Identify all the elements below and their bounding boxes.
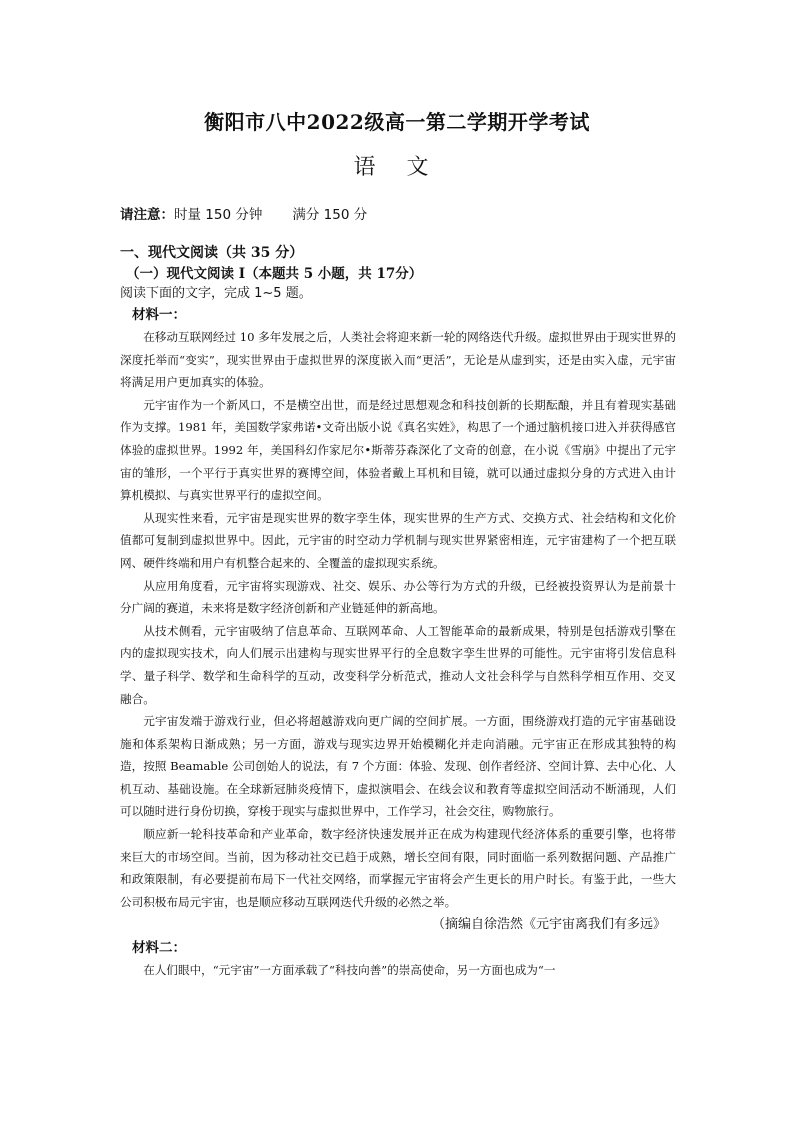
paragraph: 在人们眼中，“元宇宙”一方面承载了“科技向善”的崇高使命，另一方面也成为“一 xyxy=(143,963,556,978)
exam-notice xyxy=(120,203,367,223)
exam-subject: 语 文 xyxy=(353,155,441,180)
paragraph: 从技术侧看，元宇宙吸纳了信息革命、互联网革命、人工智能革命的最新成果，特别是包括游戏引擎在内的虚拟现实技术，向人们展示出建构与现实世界平行的全息数字孪生世界的可能性。元宇宙将引发信息科学、量子科学、数学和生命科学的互动，改变科学分析范式，推动人文社会科学与自然科学相互作用、交叉融合。 xyxy=(120,623,676,706)
paragraph: 在移动互联网经过 10 多年发展之后，人类社会将迎来新一轮的网络迭代升级。虚拟世界由于现实世界的深度托举而“变实”，现实世界由于虚拟世界的深度嵌入而“更活”，无论是从虚到实，还是由实入虚，元宇宙将满足用户更加真实的体验。 xyxy=(120,330,676,390)
paragraph: 元宇宙作为一个新风口，不是横空出世，而是经过思想观念和科技创新的长期酝酿，并且有着现实基础作为支撑。1981 年，美国数学家弗诺•文奇出版小说《真名实姓》，构思了一个通过脑机接口进入并获得感官体验的虚拟世界。1992 年，美国科幻作家尼尔•斯蒂芬森深化了文奇的创意，在小说《雪崩》中提出了元宇宙的雏形，一个平行于真实世界的赛博空间，体验者戴上耳机和目镜，就可以通过虚拟分身的方式进入由计算机模拟、与真实世界平行的虚拟空间。 xyxy=(120,397,676,503)
paragraph: 元宇宙发端于游戏行业，但必将超越游戏向更广阔的空间扩展。一方面，围绕游戏打造的元宇宙基础设施和体系架构日渐成熟；另一方面，游戏与现实边界开始模糊化并走向消融。元宇宙正在形成其独特的构造，按照 Beamable 公司创始人的说法，有 7 个方面：体验、发现、创作者经济、空间计算、去中心化、人机互动、基础设施。在全球新冠肺炎疫情下，虚拟演唱会、在线会议和教育等虚拟空间活动不断涌现，人们可以随时进行身份切换，穿梭于现实与虚拟世界中，工作学习，社会交往，购物旅行。 xyxy=(120,714,676,819)
section-instruction: 阅读下面的文字，完成 1~5 题。 xyxy=(120,286,312,301)
paragraph: 顺应新一轮科技革命和产业革命，数字经济快速发展并正在成为构建现代经济体系的重要引擎，也将带来巨大的市场空间。当前，因为移动社交已趋于成熟，增长空间有限，同时面临一系列数据问题、产品推广和政策限制，有必要提前布局下一代社交网络，而掌握元宇宙将会产生更长的用户时长。有鉴于此，一些大公司积极布局元宇宙，也是顺应移动互联网迭代升级的必然之举。 xyxy=(120,827,676,909)
exam-time: 时量 150 分钟 xyxy=(174,207,263,223)
material-one-label: 材料一： xyxy=(132,307,186,323)
exam-content xyxy=(120,242,676,982)
paragraph: 从现实性来看，元宇宙是现实世界的数字孪生体，现实世界的生产方式、交换方式、社会结构和文化价值都可复制到虚拟世界中。因此，元宇宙的时空动力学机制与现实世界紧密相连，元宇宙建构了一个把互联网、硬件终端和用户有机整合起来的、全覆盖的虚拟现实系统。 xyxy=(120,510,676,570)
paragraph: 从应用角度看，元宇宙将实现游戏、社交、娱乐、办公等行为方式的升级，已经被投资界认为是前景十分广阔的赛道，未来将是数字经济创新和产业链延伸的新高地。 xyxy=(120,578,676,616)
exam-title: 衡阳市八中2022级高一第二学期开学考试 xyxy=(204,110,590,134)
section-sub-heading: （一）现代文阅读 Ⅰ（本题共 5 小题，共 17分） xyxy=(126,266,423,282)
notice-label: 请注意： xyxy=(120,207,174,223)
section-heading: 一、现代文阅读（共 35 分） xyxy=(120,245,304,261)
material-one-source: （摘编自徐浩然《元宇宙离我们有多远》 xyxy=(431,917,666,933)
material-two-label: 材料二： xyxy=(132,940,186,957)
exam-score: 满分 150 分 xyxy=(292,207,368,223)
